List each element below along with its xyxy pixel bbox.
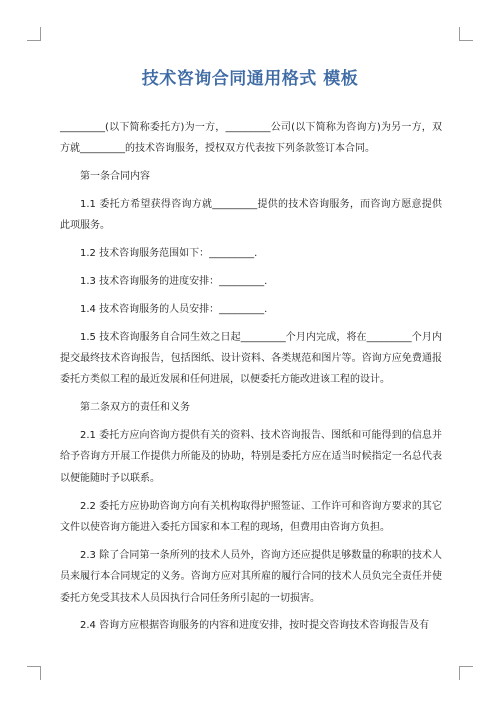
clause-2-1: 2.1 委托方应向咨询方提供有关的资料、技术咨询报告、图纸和可能得到的信息并给予咨询方开展工作提供力所能及的协助，特别是委托方应在适当时候指定一名总代表以便能随时予以联系。 [60,430,442,484]
crop-mark-top-right [459,27,473,41]
clause-1-4: 1.4 技术咨询服务的人员安排：_________. [80,303,268,315]
section-heading-1: 第一条合同内容 [80,171,150,183]
clause-1-1: 1.1 委托方希望获得咨询方就_________提供的技术咨询服务，而咨询方愿意提供此项服务。 [60,199,442,232]
crop-mark-bottom-left [27,666,41,680]
crop-mark-top-left [27,27,41,41]
clause-2-2: 2.2 委托方应协助咨询方向有关机构取得护照签证、工作许可和咨询方要求的其它文件以使咨询方能进入委托方国家和本工程的现场，但费用由咨询方负担。 [60,500,442,534]
document-title: 技术咨询合同通用格式 模板 [141,69,359,89]
crop-mark-bottom-right [459,666,473,680]
clause-1-5: 1.5 技术咨询服务自合同生效之日起_________个月内完成，将在_________个月内提交最终技术咨询报告，包括图纸、设计资料、各类规范和图片等。咨询方应免费通报委托方类似工程的最近发展和任何进展，以便委托方能改进该工程的设计。 [60,331,442,386]
clause-1-3: 1.3 技术咨询服务的进度安排：_________. [80,276,268,287]
clause-1-2: 1.2 技术咨询服务范围如下：_________. [80,248,258,260]
document-body [60,117,442,643]
paragraph-intro: _________(以下简称委托方)为一方，_________公司(以下简称为咨询方)为另一方，双方就_________的技术咨询服务，授权双方代表按下列条款签订本合同。 [60,122,442,155]
clause-2-4: 2.4 咨询方应根据咨询服务的内容和进度安排，按时提交咨询技术咨询报告及有 [80,620,430,632]
section-heading-2: 第二条双方的责任和义务 [80,402,190,414]
clause-2-3: 2.3 除了合同第一条所列的技术人员外，咨询方还应提供足够数量的称职的技术人员来履行本合同规定的义务。咨询方应对其所雇的履行合同的技术人员负完全责任并使委托方免受其技术人员因执行合同任务所引起的一切损害。 [60,549,442,604]
